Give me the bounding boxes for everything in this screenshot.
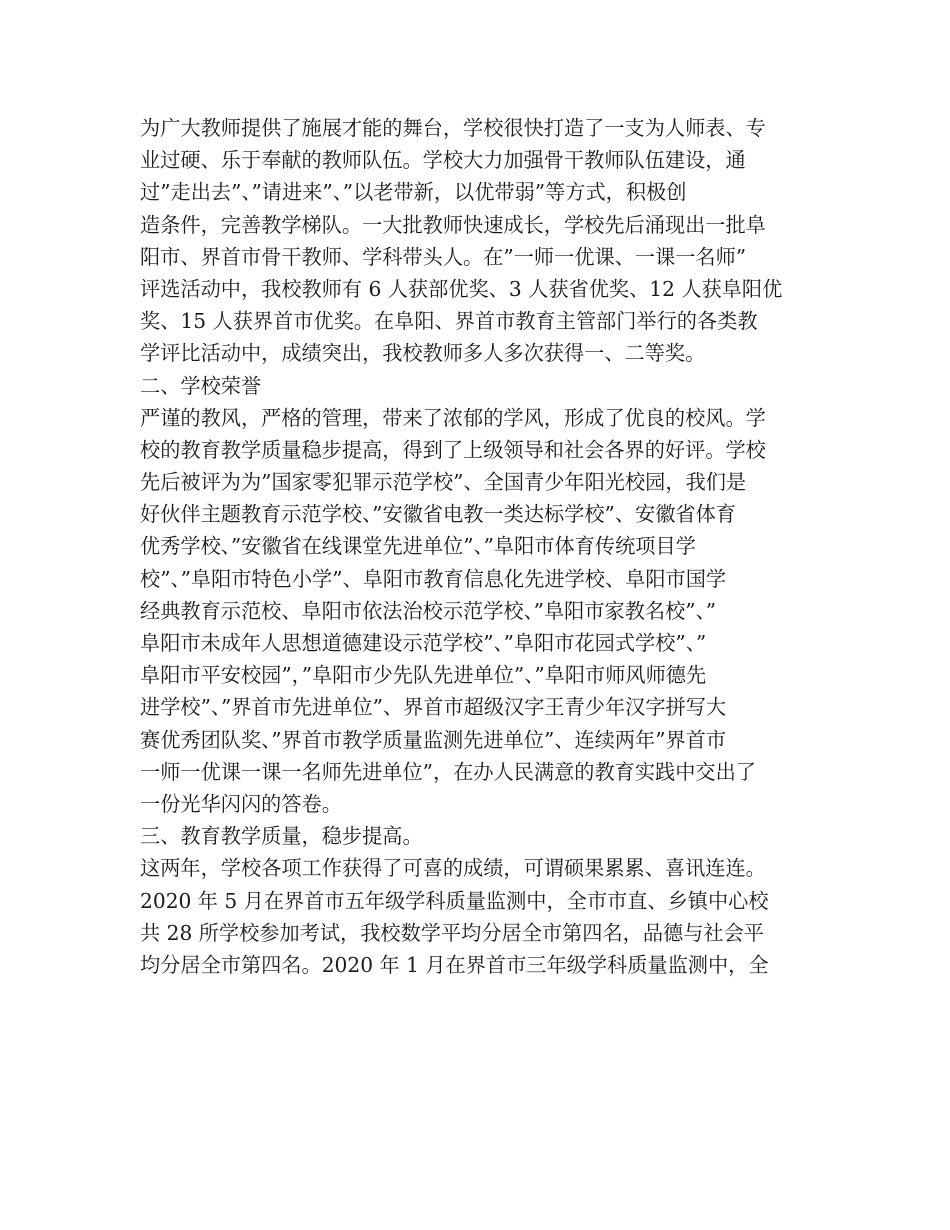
text-line: 进学校”、”界首市先进单位”、界首市超级汉字王青少年汉字拼写大 bbox=[140, 695, 727, 720]
document-body bbox=[140, 112, 840, 981]
text-line: 评选活动中，我校教师有 6 人获部优奖、3 人获省优奖、12 人获阜阳优 bbox=[140, 276, 783, 301]
text-line: 严谨的教风，严格的管理，带来了浓郁的学风，形成了优良的校风。学 bbox=[140, 405, 766, 430]
text-line: 阳市、界首市骨干教师、学科带头人。在”一师一优课、一课一名师” bbox=[140, 244, 747, 269]
text-line: 经典教育示范校、阜阳市依法治校示范学校、”阜阳市家教名校”、” bbox=[140, 598, 717, 623]
text-line: 赛优秀团队奖、”界首市教学质量监测先进单位”、连续两年”界首市 bbox=[140, 727, 727, 752]
text-line: 这两年，学校各项工作获得了可喜的成绩，可谓硕果累累、喜讯连连。 bbox=[140, 856, 766, 881]
text-line: 校的教育教学质量稳步提高，得到了上级领导和社会各界的好评。学校 bbox=[140, 437, 766, 462]
section-heading: 二、学校荣誉 bbox=[140, 373, 262, 398]
text-line: 为广大教师提供了施展才能的舞台，学校很快打造了一支为人师表、专 bbox=[140, 116, 766, 140]
text-line: 学评比活动中，成绩突出，我校教师多人多次获得一、二等奖。 bbox=[140, 341, 706, 366]
text-line: 共 28 所学校参加考试，我校数学平均分居全市第四名，品德与社会平 bbox=[140, 920, 764, 945]
text-line: 优秀学校、”安徽省在线课堂先进单位”、”阜阳市体育传统项目学 bbox=[140, 534, 696, 559]
text-line: 先后被评为为”国家零犯罪示范学校”、全国青少年阳光校园，我们是 bbox=[140, 470, 747, 495]
text-line: 2020 年 5 月在界首市五年级学科质量监测中，全市市直、乡镇中心校 bbox=[140, 888, 769, 913]
section-heading: 三、教育教学质量，稳步提高。 bbox=[140, 824, 423, 849]
text-line: 校”、”阜阳市特色小学”、阜阳市教育信息化先进学校、阜阳市国学 bbox=[140, 566, 727, 591]
text-line: 一师一优课一课一名师先进单位”，在办人民满意的教育实践中交出了 bbox=[140, 759, 756, 784]
text-line: 一份光华闪闪的答卷。 bbox=[140, 791, 342, 816]
text-line: 奖、15 人获界首市优奖。在阜阳、界首市教育主管部门举行的各类教 bbox=[140, 309, 758, 334]
text-line: 业过硬、乐于奉献的教师队伍。学校大力加强骨干教师队伍建设，通 bbox=[140, 148, 746, 173]
text-line: 好伙伴主题教育示范学校、”安徽省电教一类达标学校”、安徽省体育 bbox=[140, 502, 736, 527]
text-line: 均分居全市第四名。2020 年 1 月在界首市三年级学科质量监测中，全 bbox=[140, 952, 769, 977]
text-line: 造条件，完善教学梯队。一大批教师快速成长，学校先后涌现出一批阜 bbox=[140, 212, 766, 237]
text-line: 阜阳市平安校园”，”阜阳市少先队先进单位”、”阜阳市师风师德先 bbox=[140, 663, 707, 688]
text-line: 过”走出去”、”请进来”、”以老带新，以优带弱”等方式，积极创 bbox=[140, 180, 687, 205]
text-line: 阜阳市未成年人思想道德建设示范学校”、”阜阳市花园式学校”、” bbox=[140, 631, 707, 655]
